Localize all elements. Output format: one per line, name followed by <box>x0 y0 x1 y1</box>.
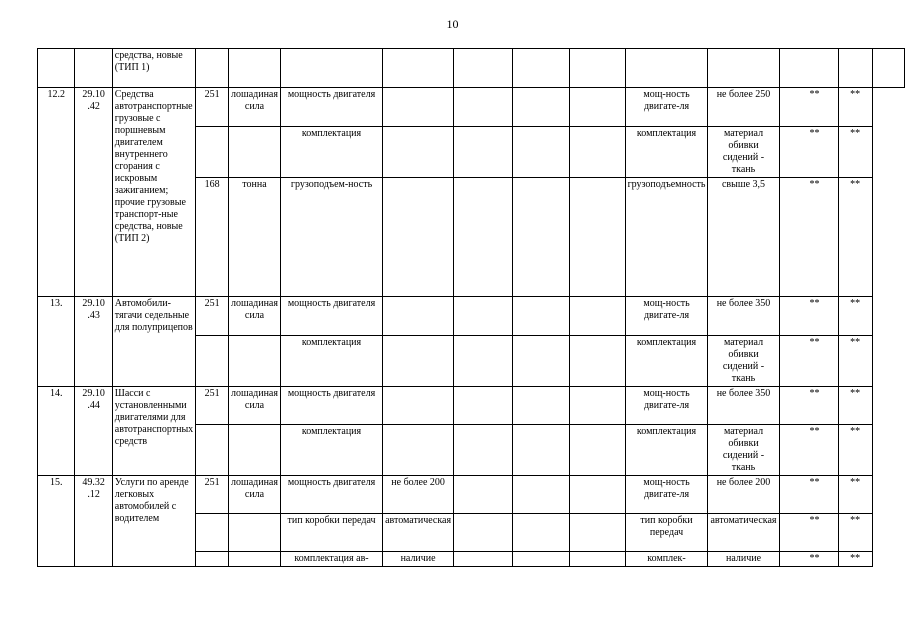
value: не более 250 <box>708 88 779 127</box>
characteristic: тип коробки передач <box>280 514 382 552</box>
characteristic: грузоподъем-ность <box>280 178 382 297</box>
mark: ** <box>779 88 838 127</box>
okpd-code: 29.10 .42 <box>75 88 112 297</box>
product-name: Услуги по аренде легковых автомобилей с водителем <box>112 476 195 567</box>
mark: ** <box>838 476 872 514</box>
okei-code: 251 <box>196 88 229 127</box>
table-row <box>38 88 905 127</box>
product-name: Автомобили-тягачи седельные для полуприцепов <box>112 297 195 387</box>
value: не более 200 <box>708 476 779 514</box>
characteristic-repeat: комплек- <box>625 552 708 567</box>
table-row <box>38 387 905 425</box>
row-number: 15. <box>38 476 75 567</box>
procurement-table <box>37 48 905 567</box>
mark: ** <box>779 514 838 552</box>
value: автоматическая <box>708 514 779 552</box>
value: материал обивки сидений - ткань <box>708 336 779 387</box>
characteristic: комплектация ав- <box>280 552 382 567</box>
product-name: Шасси с установленными двигателями для автотранспортных средств <box>112 387 195 476</box>
row-number: 12.2 <box>38 88 75 297</box>
mark: ** <box>838 178 872 297</box>
characteristic: комплектация <box>280 127 382 178</box>
characteristic-repeat: мощ-ность двигате-ля <box>625 297 708 336</box>
required-value: автоматическая <box>383 514 454 552</box>
mark: ** <box>838 552 872 567</box>
okei-code: 168 <box>196 178 229 297</box>
characteristic: мощность двигателя <box>280 476 382 514</box>
row-number: 14. <box>38 387 75 476</box>
table-row <box>38 297 905 336</box>
characteristic: мощность двигателя <box>280 297 382 336</box>
characteristic: мощность двигателя <box>280 387 382 425</box>
value: материал обивки сидений - ткань <box>708 425 779 476</box>
value: не более 350 <box>708 297 779 336</box>
mark: ** <box>779 387 838 425</box>
product-name: Средства автотранспортные грузовые с поршневым двигателем внутреннего сгорания с искровым зажиганием; прочие грузовые транспорт-ные средства, новые (ТИП 2) <box>112 88 195 297</box>
mark: ** <box>779 425 838 476</box>
characteristic-repeat: мощ-ность двигате-ля <box>625 476 708 514</box>
unit-name: лошадиная сила <box>229 387 281 425</box>
mark: ** <box>838 425 872 476</box>
okei-code: 251 <box>196 387 229 425</box>
mark: ** <box>779 552 838 567</box>
mark: ** <box>779 178 838 297</box>
required-value: не более 200 <box>383 476 454 514</box>
characteristic-repeat: мощ-ность двигате-ля <box>625 88 708 127</box>
mark: ** <box>838 88 872 127</box>
unit-name: лошадиная сила <box>229 88 281 127</box>
value: не более 350 <box>708 387 779 425</box>
mark: ** <box>779 127 838 178</box>
page-number: 10 <box>446 17 459 31</box>
mark: ** <box>838 514 872 552</box>
value: свыше 3,5 <box>708 178 779 297</box>
characteristic: комплектация <box>280 336 382 387</box>
okpd-code: 29.10 .43 <box>75 297 112 387</box>
row-number: 13. <box>38 297 75 387</box>
product-name: средства, новые (ТИП 1) <box>112 49 195 88</box>
characteristic-repeat: комплектация <box>625 425 708 476</box>
table-row <box>38 476 905 514</box>
okei-code: 251 <box>196 297 229 336</box>
unit-name: лошадиная сила <box>229 476 281 514</box>
characteristic-repeat: комплектация <box>625 127 708 178</box>
required-value: наличие <box>383 552 454 567</box>
characteristic-repeat: комплектация <box>625 336 708 387</box>
value: наличие <box>708 552 779 567</box>
value: материал обивки сидений - ткань <box>708 127 779 178</box>
characteristic-repeat: мощ-ность двигате-ля <box>625 387 708 425</box>
mark: ** <box>838 387 872 425</box>
characteristic-repeat: грузоподъемность <box>625 178 708 297</box>
mark: ** <box>838 336 872 387</box>
okei-code: 251 <box>196 476 229 514</box>
okpd-code: 49.32 .12 <box>75 476 112 567</box>
mark: ** <box>779 297 838 336</box>
unit-name: лошадиная сила <box>229 297 281 336</box>
mark: ** <box>838 127 872 178</box>
unit-name: тонна <box>229 178 281 297</box>
characteristic: комплектация <box>280 425 382 476</box>
table-row <box>38 49 905 88</box>
mark: ** <box>779 476 838 514</box>
mark: ** <box>838 297 872 336</box>
mark: ** <box>779 336 838 387</box>
characteristic-repeat: тип коробки передач <box>625 514 708 552</box>
characteristic: мощность двигателя <box>280 88 382 127</box>
okpd-code: 29.10 .44 <box>75 387 112 476</box>
